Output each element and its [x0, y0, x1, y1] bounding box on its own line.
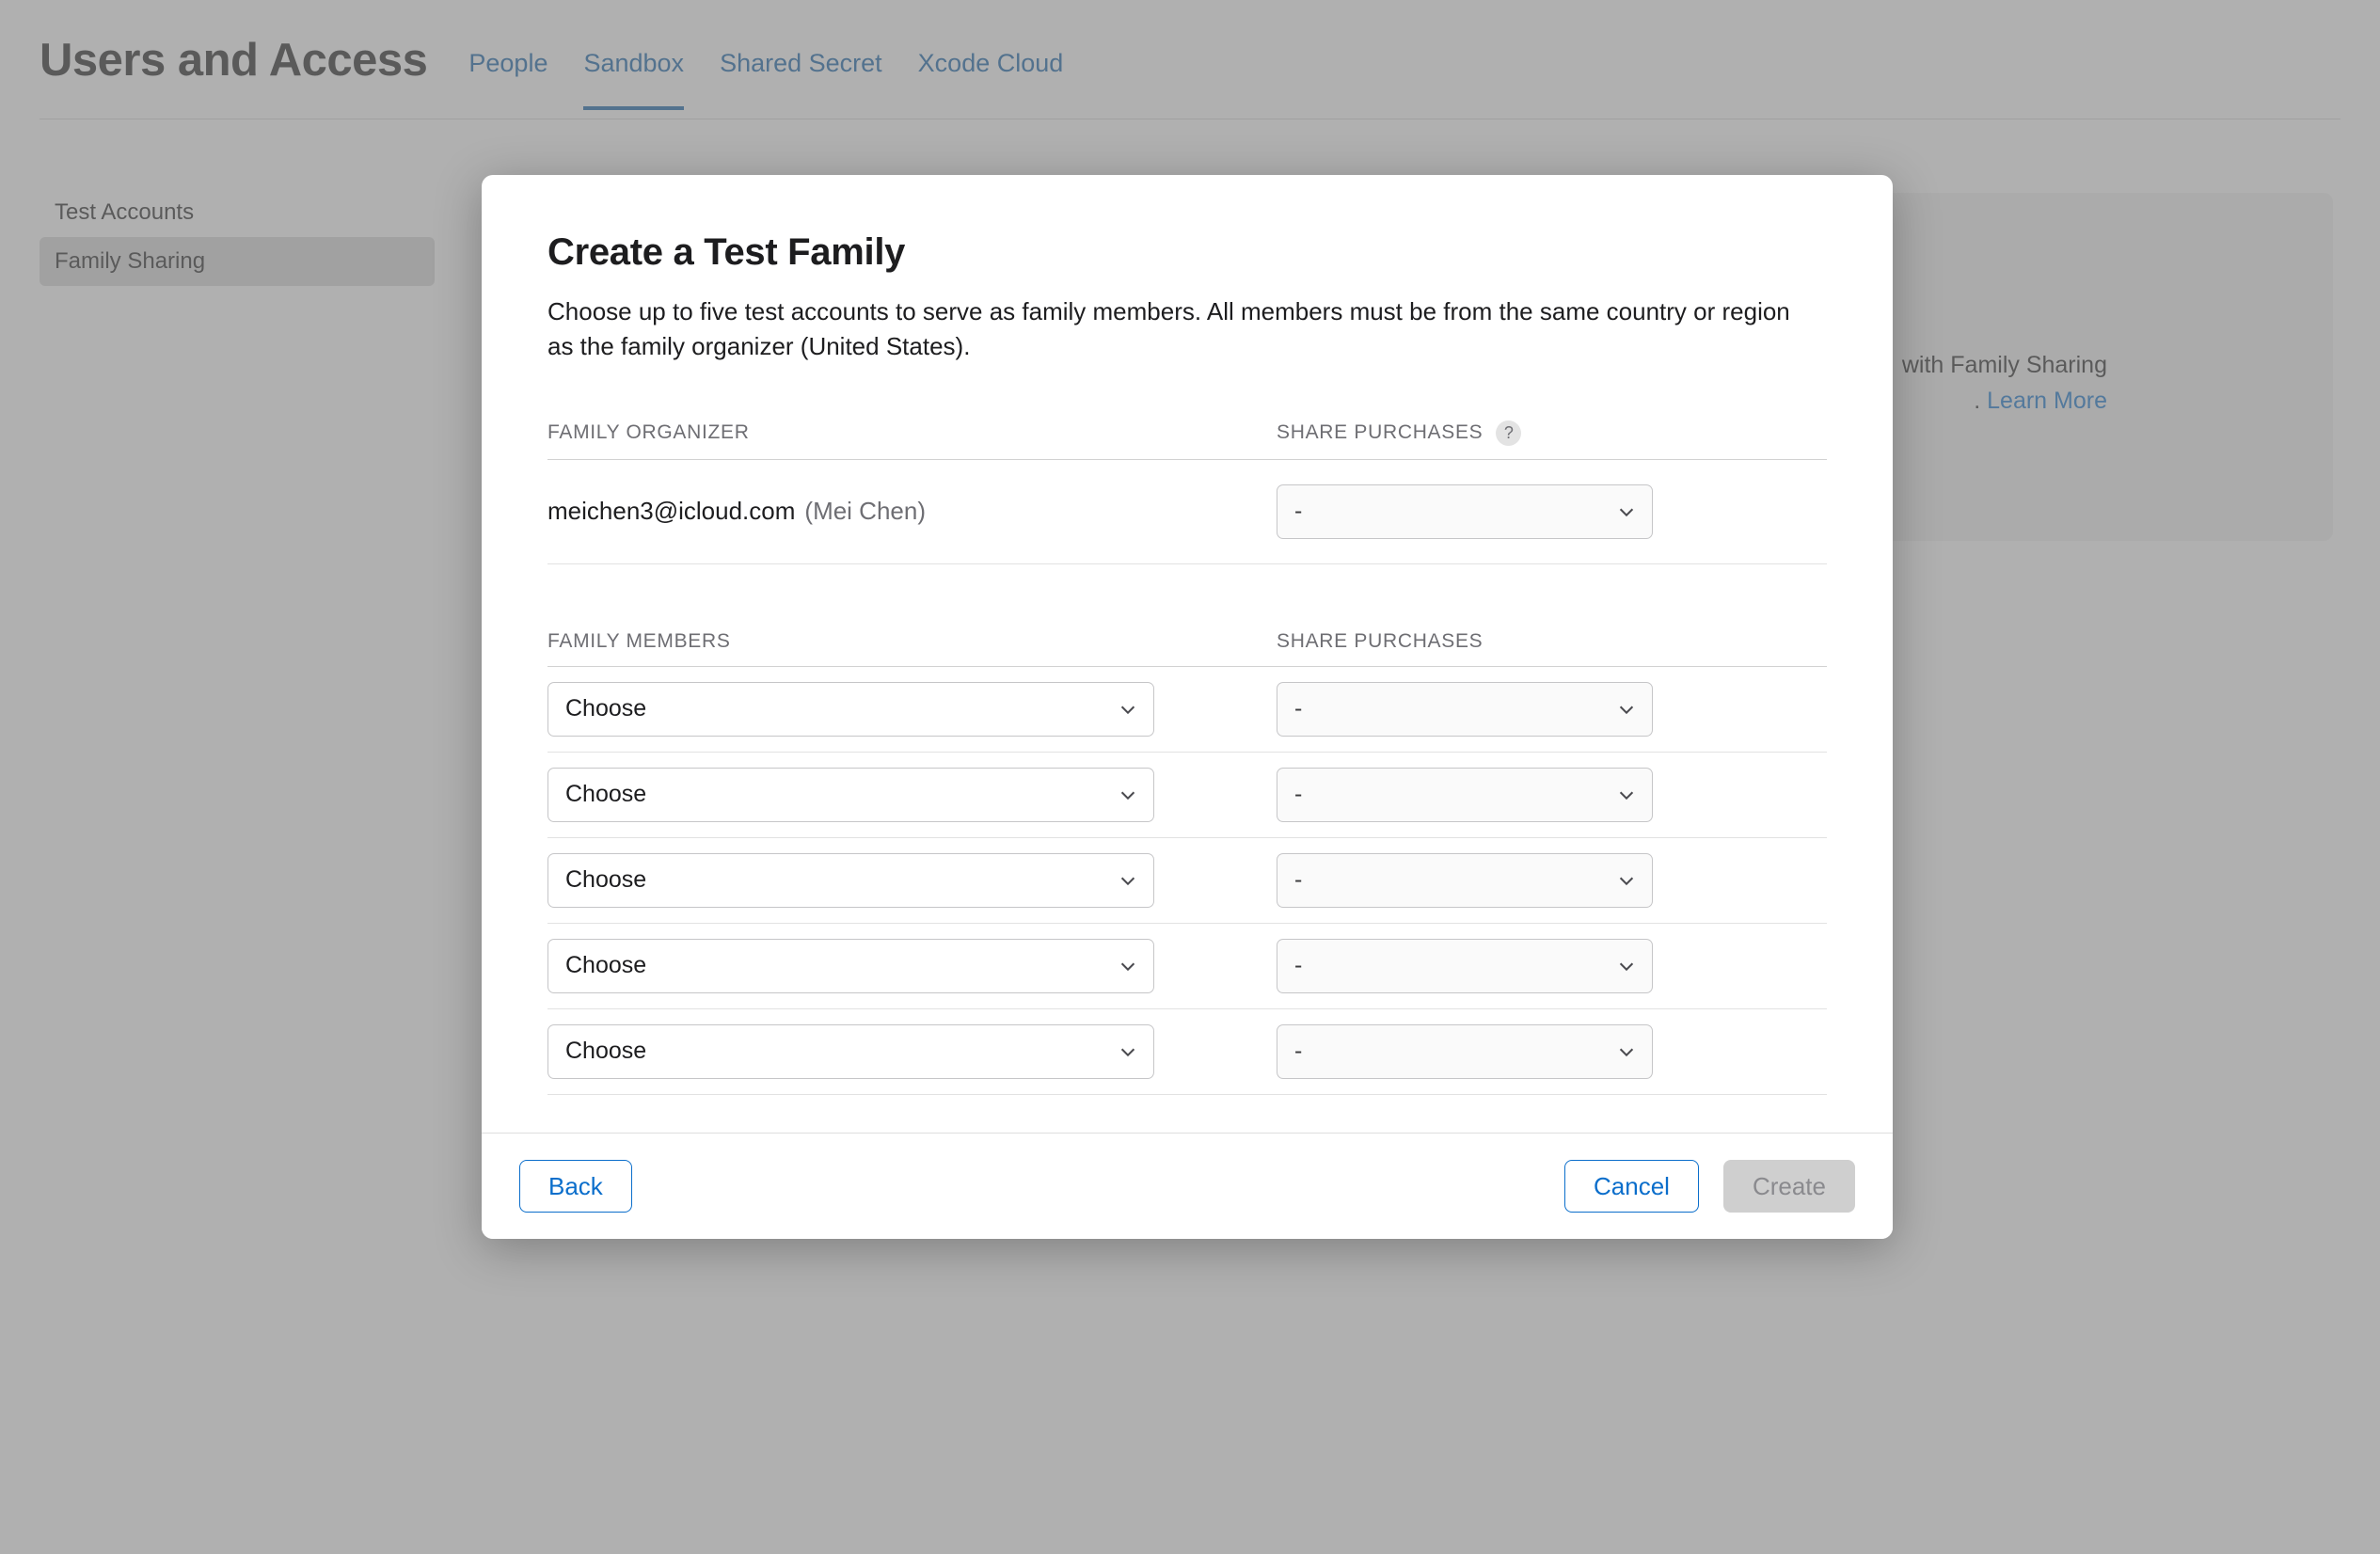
organizer-share-select[interactable] [1277, 484, 1653, 539]
back-button[interactable]: Back [519, 1160, 632, 1213]
share-select-4[interactable] [1277, 939, 1653, 993]
chevron-down-icon [1616, 699, 1637, 720]
table-row [547, 924, 1827, 1009]
organizer-name: (Mei Chen) [804, 497, 926, 526]
chevron-down-icon [1616, 785, 1637, 805]
organizer-share-value: - [1294, 498, 1303, 525]
member-select-5-value: Choose [565, 1038, 647, 1065]
share-select-2-value: - [1294, 781, 1303, 808]
chevron-down-icon [1118, 785, 1138, 805]
member-select-3[interactable] [547, 853, 1154, 908]
members-section-header [547, 630, 1827, 667]
member-select-3-value: Choose [565, 866, 647, 894]
table-row [547, 667, 1827, 753]
member-select-4[interactable] [547, 939, 1154, 993]
table-row [547, 753, 1827, 838]
member-select-2[interactable] [547, 768, 1154, 822]
share-select-5[interactable] [1277, 1024, 1653, 1079]
share-select-1-value: - [1294, 695, 1303, 722]
share-select-5-value: - [1294, 1038, 1303, 1065]
organizer-row [547, 460, 1827, 564]
chevron-down-icon [1616, 501, 1637, 522]
table-row [547, 838, 1827, 924]
share-select-3[interactable] [1277, 853, 1653, 908]
share-purchases-label: SHARE PURCHASES [1277, 421, 1484, 444]
organizer-section-header [547, 420, 1827, 460]
share-select-2[interactable] [1277, 768, 1653, 822]
section-spacer [547, 564, 1827, 630]
help-icon[interactable]: ? [1496, 420, 1521, 446]
dialog-footer [482, 1133, 1893, 1240]
dialog-title: Create a Test Family [547, 231, 906, 273]
chevron-down-icon [1616, 956, 1637, 976]
chevron-down-icon [1118, 699, 1138, 720]
chevron-down-icon [1118, 956, 1138, 976]
member-select-1[interactable] [547, 682, 1154, 737]
share-select-4-value: - [1294, 952, 1303, 979]
dialog-body [482, 175, 1893, 1133]
chevron-down-icon [1616, 1041, 1637, 1062]
organizer-identity [547, 497, 1154, 526]
organizer-share-column [1277, 420, 1653, 446]
share-select-3-value: - [1294, 866, 1303, 894]
footer-actions [1564, 1160, 1855, 1213]
member-select-2-value: Choose [565, 781, 647, 808]
chevron-down-icon [1616, 870, 1637, 891]
chevron-down-icon [1118, 1041, 1138, 1062]
table-row [547, 1009, 1827, 1095]
member-select-1-value: Choose [565, 695, 647, 722]
members-share-column [1277, 630, 1653, 653]
cancel-button[interactable]: Cancel [1564, 1160, 1699, 1213]
organizer-column-label: FAMILY ORGANIZER [547, 421, 750, 444]
create-test-family-dialog [482, 175, 1893, 1239]
share-select-1[interactable] [1277, 682, 1653, 737]
chevron-down-icon [1118, 870, 1138, 891]
member-select-5[interactable] [547, 1024, 1154, 1079]
organizer-email: meichen3@icloud.com [547, 497, 796, 526]
member-select-4-value: Choose [565, 952, 647, 979]
dialog-description: Choose up to five test accounts to serve as family members. All members must be from the same country or region as the family organizer (United States). [547, 297, 1790, 360]
create-button[interactable]: Create [1723, 1160, 1855, 1213]
members-share-purchases-label: SHARE PURCHASES [1277, 629, 1484, 652]
members-column-label: FAMILY MEMBERS [547, 629, 731, 652]
